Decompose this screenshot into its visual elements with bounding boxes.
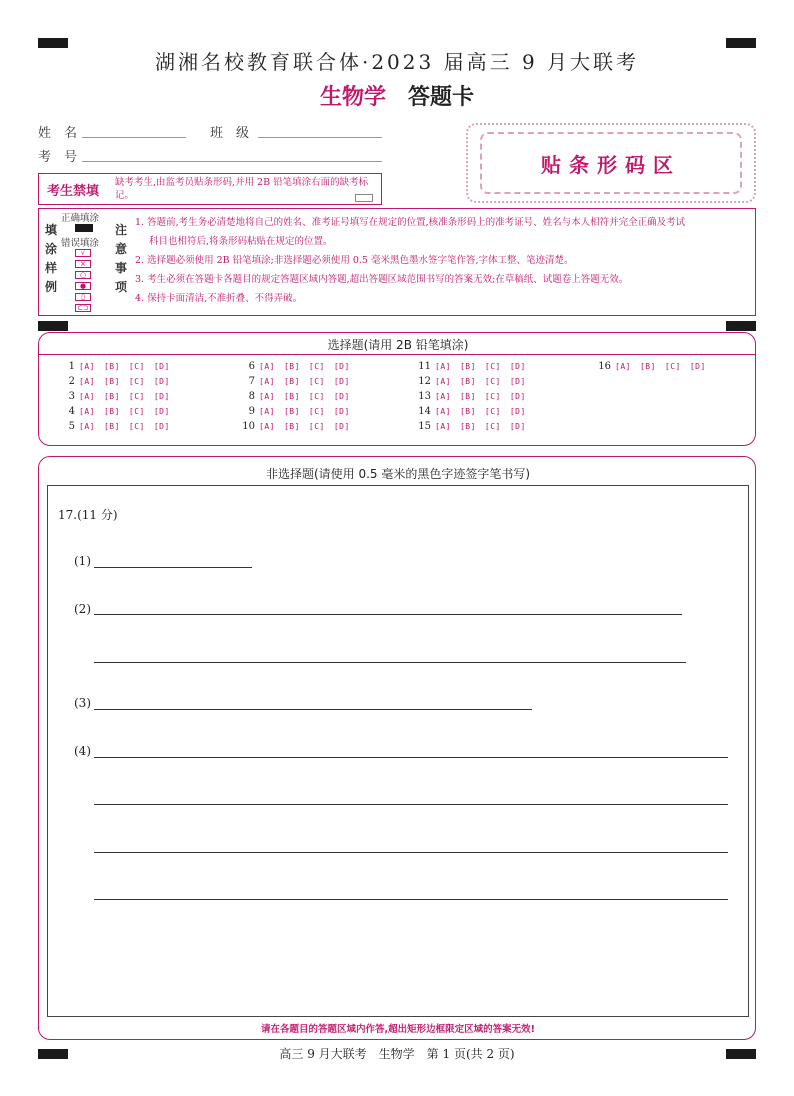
notice-label-char: 注 xyxy=(114,223,127,237)
answer-bubble[interactable]: [C] xyxy=(484,362,501,371)
choice-question-row xyxy=(233,406,359,417)
question-number: 12 xyxy=(418,376,431,387)
note-item: 2. 选择题必须使用 2B 铅笔填涂;非选择题必须使用 0.5 毫米黑色墨水签字笔作答,字体工整、笔迹清楚。 xyxy=(135,255,574,266)
fill-label-char: 填 xyxy=(44,223,57,237)
answer-bubble[interactable]: [D] xyxy=(689,362,706,371)
question-number: 11 xyxy=(418,361,431,372)
absent-text: 缺考考生,由监考员贴条形码,并用 2B 铅笔填涂右面的缺考标记。 xyxy=(115,177,369,201)
wrong-sample-dot: ● xyxy=(75,282,91,290)
answer-bubble[interactable]: [A] xyxy=(79,407,95,416)
wrong-sample-bar: ▯ xyxy=(75,293,91,301)
question-number: 15 xyxy=(418,421,431,432)
answer-line-4b[interactable] xyxy=(94,804,728,805)
answer-bubble[interactable]: [D] xyxy=(509,422,526,431)
note-item: 3. 考生必须在答题卡各题目的规定答题区域内答题,超出答题区域范围书写的答案无效;在草稿纸、试题卷上答题无效。 xyxy=(135,274,629,285)
notice-vertical-label xyxy=(113,221,129,297)
answer-line-4a[interactable] xyxy=(94,757,728,758)
question-number: 4 xyxy=(68,406,75,417)
answer-bubble[interactable]: [D] xyxy=(153,377,170,386)
answer-line-4d[interactable] xyxy=(94,899,728,900)
answer-bubble[interactable]: [A] xyxy=(79,392,95,401)
open-heading: 非选择题(请使用 0.5 毫米的黑色字迹签字笔书写) xyxy=(265,467,531,481)
answer-bubble[interactable]: [D] xyxy=(333,422,350,431)
answer-bubble[interactable]: [A] xyxy=(259,422,275,431)
answer-bubble[interactable]: [B] xyxy=(103,422,120,431)
answer-bubble[interactable]: [D] xyxy=(153,392,170,401)
answer-bubble[interactable]: [B] xyxy=(459,392,476,401)
answer-bubble[interactable]: [D] xyxy=(153,422,170,431)
question-number: 9 xyxy=(248,406,255,417)
question-number: 6 xyxy=(248,361,255,372)
answer-bubble[interactable]: [D] xyxy=(153,362,170,371)
choice-question-row xyxy=(409,376,535,387)
correct-fill-sample xyxy=(75,224,93,232)
answer-bubble[interactable]: [B] xyxy=(283,422,300,431)
answer-bubble[interactable]: [B] xyxy=(103,377,120,386)
answer-bubble[interactable]: [C] xyxy=(308,377,325,386)
notes-list xyxy=(135,213,755,308)
answer-bubble[interactable]: [B] xyxy=(459,377,476,386)
answer-bubble[interactable]: [B] xyxy=(459,422,476,431)
sub-question-4-label: (4) xyxy=(74,744,91,758)
answer-line-1[interactable] xyxy=(94,567,252,568)
answer-bubble[interactable]: [A] xyxy=(79,362,95,371)
barcode-label: 贴条形码区 xyxy=(541,152,681,177)
boundary-warning: 请在各题目的答题区域内作答,超出矩形边框限定区域的答案无效! xyxy=(261,1024,535,1035)
answer-bubble[interactable]: [C] xyxy=(308,422,325,431)
absent-title: 考生禁填 xyxy=(47,184,100,199)
answer-bubble[interactable]: [D] xyxy=(333,392,350,401)
answer-bubble[interactable]: [C] xyxy=(484,392,501,401)
answer-bubble[interactable]: [B] xyxy=(103,362,120,371)
barcode-area[interactable] xyxy=(480,132,742,194)
alignment-mark-mid-left xyxy=(38,321,68,331)
choice-question-row xyxy=(53,421,179,432)
answer-line-3[interactable] xyxy=(94,709,532,710)
answer-bubble[interactable]: [C] xyxy=(128,362,145,371)
note-item: 4. 保持卡面清洁,不准折叠、不得弄破。 xyxy=(135,293,303,304)
question-number: 5 xyxy=(68,421,75,432)
answer-bubble[interactable]: [C] xyxy=(128,422,145,431)
question-number: 13 xyxy=(418,391,431,402)
choice-question-row xyxy=(409,391,535,402)
exam-title: 湖湘名校教育联合体·2023 届高三 9 月大联考 xyxy=(154,50,640,74)
choice-question-row xyxy=(589,361,715,372)
question-number: 1 xyxy=(68,361,75,372)
answer-bubble[interactable]: [D] xyxy=(333,362,350,371)
question-number: 10 xyxy=(242,421,255,432)
question-number: 8 xyxy=(248,391,255,402)
answer-bubble[interactable]: [D] xyxy=(153,407,170,416)
choice-question-row xyxy=(53,391,179,402)
question-number: 3 xyxy=(68,391,75,402)
choice-question-row xyxy=(233,421,359,432)
sub-question-1-label: (1) xyxy=(74,554,91,568)
question-number: 2 xyxy=(68,376,75,387)
answer-bubble[interactable]: [A] xyxy=(435,392,451,401)
sub-question-2-label: (2) xyxy=(74,602,91,616)
choice-question-row xyxy=(409,421,535,432)
wrong-sample-check: √ xyxy=(75,249,91,257)
answer-bubble[interactable]: [D] xyxy=(509,377,526,386)
answer-bubble[interactable]: [C] xyxy=(308,392,325,401)
question-number: 7 xyxy=(248,376,255,387)
answer-bubble[interactable]: [A] xyxy=(435,362,451,371)
answer-bubble[interactable]: [C] xyxy=(484,407,501,416)
wrong-fill-label: 错误填涂 xyxy=(61,238,100,249)
choice-question-row xyxy=(233,361,359,372)
absent-box xyxy=(38,173,382,205)
answer-bubble[interactable]: [C] xyxy=(308,407,325,416)
fill-label-char: 涂 xyxy=(44,242,57,256)
name-label: 姓 名 xyxy=(38,126,78,141)
choice-grid xyxy=(39,333,755,445)
answer-bubble[interactable]: [A] xyxy=(79,377,95,386)
answer-bubble[interactable]: [C] xyxy=(128,392,145,401)
answer-bubble[interactable]: [A] xyxy=(435,407,451,416)
answer-line-2b[interactable] xyxy=(94,662,686,663)
answer-bubble[interactable]: [A] xyxy=(259,377,275,386)
sub-question-3-label: (3) xyxy=(74,696,91,710)
choice-question-row xyxy=(53,376,179,387)
answer-bubble[interactable]: [B] xyxy=(283,392,300,401)
subject-name: 生物学 xyxy=(319,85,386,110)
absent-mark-box[interactable] xyxy=(355,194,373,202)
answer-bubble[interactable]: [B] xyxy=(283,377,300,386)
answer-bubble[interactable]: [C] xyxy=(128,407,145,416)
notice-label-char: 项 xyxy=(114,280,127,294)
choice-heading: 选择题(请用 2B 铅笔填涂) xyxy=(327,338,469,352)
card-name: 答题卡 xyxy=(408,85,475,110)
fill-label-char: 样 xyxy=(44,261,57,275)
class-label: 班 级 xyxy=(210,126,250,141)
answer-bubble[interactable]: [B] xyxy=(283,362,300,371)
answer-bubble[interactable]: [A] xyxy=(259,362,275,371)
choice-question-row xyxy=(409,361,535,372)
fill-example-vertical-label xyxy=(43,221,59,297)
choice-question-row xyxy=(233,376,359,387)
answer-area[interactable] xyxy=(47,485,749,1017)
notice-label-char: 意 xyxy=(114,242,127,256)
fill-label-char: 例 xyxy=(44,280,57,294)
answer-bubble[interactable]: [B] xyxy=(283,407,300,416)
answer-bubble[interactable]: [B] xyxy=(103,407,120,416)
correct-fill-label: 正确填涂 xyxy=(61,213,100,224)
answer-bubble[interactable]: [B] xyxy=(103,392,120,401)
wrong-sample-circle: ○ xyxy=(75,271,91,279)
answer-bubble[interactable]: [C] xyxy=(484,422,501,431)
answer-bubble[interactable]: [D] xyxy=(509,392,526,401)
answer-line-4c[interactable] xyxy=(94,852,728,853)
fill-example-box xyxy=(38,208,756,316)
answer-bubble[interactable]: [D] xyxy=(509,362,526,371)
answer-bubble[interactable]: [A] xyxy=(259,392,275,401)
answer-bubble[interactable]: [A] xyxy=(615,362,631,371)
answer-bubble[interactable]: [B] xyxy=(639,362,656,371)
answer-bubble[interactable]: [C] xyxy=(128,377,145,386)
answer-bubble[interactable]: [A] xyxy=(435,377,451,386)
choice-question-row xyxy=(409,406,535,417)
answer-bubble[interactable]: [B] xyxy=(459,362,476,371)
wrong-sample-bracket: ⊂⊃ xyxy=(75,304,91,312)
answer-bubble[interactable]: [A] xyxy=(435,422,451,431)
answer-bubble[interactable]: [D] xyxy=(509,407,526,416)
choice-question-row xyxy=(53,361,179,372)
class-field[interactable] xyxy=(258,124,382,138)
answer-bubble[interactable]: [C] xyxy=(308,362,325,371)
answer-bubble[interactable]: [D] xyxy=(333,377,350,386)
answer-bubble[interactable]: [D] xyxy=(333,407,350,416)
answer-line-2a[interactable] xyxy=(94,614,682,615)
question-number: 16 xyxy=(598,361,611,372)
answer-bubble[interactable]: [C] xyxy=(664,362,681,371)
note-item: 1. 答题前,考生务必清楚地将自己的姓名、准考证号填写在规定的位置,核准条形码上的准考证号、姓名与本人相符并完全正确及考试 xyxy=(135,217,686,228)
answer-bubble[interactable]: [B] xyxy=(459,407,476,416)
name-field[interactable] xyxy=(82,124,186,138)
notice-label-char: 事 xyxy=(114,261,127,275)
id-label: 考 号 xyxy=(38,150,78,165)
page-footer: 高三 9 月大联考 生物学 第 1 页(共 2 页) xyxy=(279,1047,515,1061)
choice-section xyxy=(38,332,756,446)
choice-question-row xyxy=(233,391,359,402)
question-17-title: 17.(11 分) xyxy=(58,508,118,522)
answer-bubble[interactable]: [A] xyxy=(259,407,275,416)
choice-question-row xyxy=(53,406,179,417)
question-number: 14 xyxy=(418,406,431,417)
answer-bubble[interactable]: [A] xyxy=(79,422,95,431)
card-subtitle xyxy=(0,80,794,111)
alignment-mark-mid-right xyxy=(726,321,756,331)
wrong-sample-cross: × xyxy=(75,260,91,268)
note-item: 科目也相符后,将条形码粘贴在规定的位置。 xyxy=(149,236,333,247)
id-field[interactable] xyxy=(82,148,382,162)
open-section xyxy=(38,456,756,1040)
answer-bubble[interactable]: [C] xyxy=(484,377,501,386)
